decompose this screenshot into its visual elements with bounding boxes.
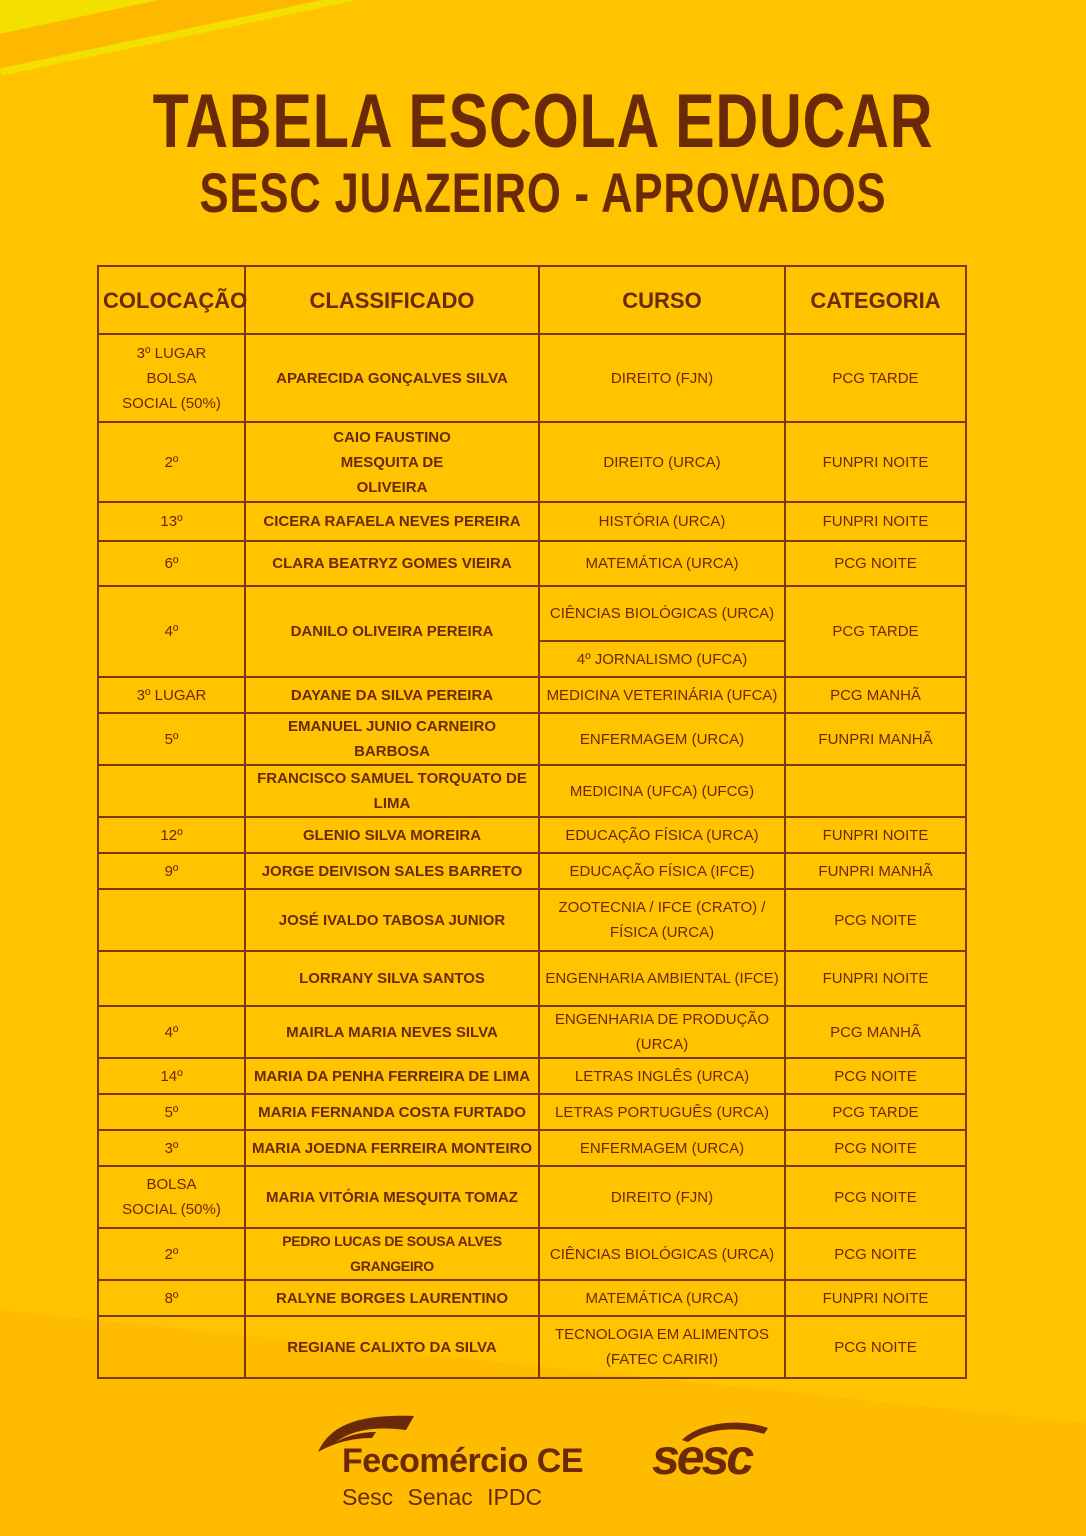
cell-classificado: APARECIDA GONÇALVES SILVA — [245, 334, 539, 422]
cell-categoria: PCG NOITE — [785, 1130, 966, 1166]
cell-colocacao: 8º — [98, 1280, 245, 1316]
table-row — [98, 1166, 966, 1228]
table-row — [98, 951, 966, 1006]
cell-classificado: CLARA BEATRYZ GOMES VIEIRA — [245, 541, 539, 586]
cell-colocacao: 3º — [98, 1130, 245, 1166]
cell-colocacao: 3º LUGAR BOLSA SOCIAL (50%) — [98, 334, 245, 422]
table-row — [98, 1280, 966, 1316]
cell-curso: LETRAS PORTUGUÊS (URCA) — [539, 1094, 785, 1130]
cell-colocacao: 6º — [98, 541, 245, 586]
cell-categoria: FUNPRI NOITE — [785, 817, 966, 853]
table-row — [98, 502, 966, 541]
table-row — [98, 765, 966, 817]
sesc-logo: sesc — [652, 1429, 752, 1485]
cell-curso: HISTÓRIA (URCA) — [539, 502, 785, 541]
table-row — [98, 889, 966, 951]
cell-curso: DIREITO (URCA) — [539, 422, 785, 502]
table-row — [98, 853, 966, 889]
cell-colocacao: 9º — [98, 853, 245, 889]
cell-colocacao: 3º LUGAR — [98, 677, 245, 713]
cell-curso: ENGENHARIA AMBIENTAL (IFCE) — [539, 951, 785, 1006]
table-row — [98, 422, 966, 502]
cell-curso: ENFERMAGEM (URCA) — [539, 1130, 785, 1166]
cell-colocacao: 12º — [98, 817, 245, 853]
cell-categoria: PCG MANHÃ — [785, 1006, 966, 1058]
cell-classificado: PEDRO LUCAS DE SOUSA ALVES GRANGEIRO — [245, 1228, 539, 1280]
cell-classificado: JORGE DEIVISON SALES BARRETO — [245, 853, 539, 889]
page-subtitle: SESC JUAZEIRO - APROVADOS — [199, 161, 887, 224]
table-row — [98, 1130, 966, 1166]
cell-curso: EDUCAÇÃO FÍSICA (URCA) — [539, 817, 785, 853]
table-row — [98, 1316, 966, 1378]
cell-colocacao: 4º — [98, 586, 245, 677]
header-colocacao: COLOCAÇÃO — [98, 266, 245, 334]
cell-classificado: JOSÉ IVALDO TABOSA JUNIOR — [245, 889, 539, 951]
header-categoria: CATEGORIA — [785, 266, 966, 334]
cell-classificado: REGIANE CALIXTO DA SILVA — [245, 1316, 539, 1378]
table-row — [98, 1094, 966, 1130]
cell-categoria: PCG NOITE — [785, 1228, 966, 1280]
cell-classificado: EMANUEL JUNIO CARNEIRO BARBOSA — [245, 713, 539, 765]
cell-classificado: CICERA RAFAELA NEVES PEREIRA — [245, 502, 539, 541]
cell-colocacao — [98, 765, 245, 817]
cell-curso: EDUCAÇÃO FÍSICA (IFCE) — [539, 853, 785, 889]
table-row — [98, 1058, 966, 1094]
cell-categoria: FUNPRI NOITE — [785, 502, 966, 541]
cell-categoria: PCG NOITE — [785, 1166, 966, 1228]
cell-curso: DIREITO (FJN) — [539, 1166, 785, 1228]
cell-classificado: LORRANY SILVA SANTOS — [245, 951, 539, 1006]
page-title: TABELA ESCOLA EDUCAR — [152, 79, 934, 164]
cell-categoria: PCG NOITE — [785, 1316, 966, 1378]
cell-categoria: PCG NOITE — [785, 889, 966, 951]
cell-curso: MATEMÁTICA (URCA) — [539, 541, 785, 586]
table-row — [98, 713, 966, 765]
cell-classificado: MARIA JOEDNA FERREIRA MONTEIRO — [245, 1130, 539, 1166]
table-row — [98, 677, 966, 713]
table-row — [98, 586, 966, 641]
cell-curso: MEDICINA VETERINÁRIA (UFCA) — [539, 677, 785, 713]
cell-colocacao — [98, 1316, 245, 1378]
cell-categoria: FUNPRI NOITE — [785, 1280, 966, 1316]
cell-classificado: MARIA FERNANDA COSTA FURTADO — [245, 1094, 539, 1130]
cell-categoria: FUNPRI NOITE — [785, 422, 966, 502]
cell-classificado: DAYANE DA SILVA PEREIRA — [245, 677, 539, 713]
cell-categoria: FUNPRI MANHÃ — [785, 713, 966, 765]
table-row — [98, 1228, 966, 1280]
cell-classificado: MAIRLA MARIA NEVES SILVA — [245, 1006, 539, 1058]
cell-classificado: GLENIO SILVA MOREIRA — [245, 817, 539, 853]
cell-curso: MATEMÁTICA (URCA) — [539, 1280, 785, 1316]
header-curso: CURSO — [539, 266, 785, 334]
cell-colocacao: 13º — [98, 502, 245, 541]
cell-curso: ZOOTECNIA / IFCE (CRATO) / FÍSICA (URCA) — [539, 889, 785, 951]
cell-categoria — [785, 765, 966, 817]
table-header-row — [98, 266, 966, 334]
cell-colocacao: 5º — [98, 713, 245, 765]
fecomercio-logo-text: Fecomércio CE — [342, 1442, 584, 1480]
cell-colocacao — [98, 889, 245, 951]
cell-curso: CIÊNCIAS BIOLÓGICAS (URCA) — [539, 586, 785, 641]
cell-curso: DIREITO (FJN) — [539, 334, 785, 422]
footer-logos — [0, 1400, 1086, 1520]
cell-categoria: PCG TARDE — [785, 1094, 966, 1130]
cell-curso: CIÊNCIAS BIOLÓGICAS (URCA) — [539, 1228, 785, 1280]
fecomercio-subtitle: Sesc Senac IPDC — [342, 1484, 543, 1510]
table-row — [98, 1006, 966, 1058]
cell-curso-secondary: 4º JORNALISMO (UFCA) — [539, 641, 785, 677]
cell-classificado: CAIO FAUSTINO MESQUITA DE OLIVEIRA — [245, 422, 539, 502]
cell-categoria: PCG NOITE — [785, 541, 966, 586]
cell-classificado: FRANCISCO SAMUEL TORQUATO DE LIMA — [245, 765, 539, 817]
cell-colocacao: BOLSA SOCIAL (50%) — [98, 1166, 245, 1228]
cell-categoria: PCG MANHÃ — [785, 677, 966, 713]
cell-curso: TECNOLOGIA EM ALIMENTOS (FATEC CARIRI) — [539, 1316, 785, 1378]
cell-curso: ENFERMAGEM (URCA) — [539, 713, 785, 765]
cell-colocacao: 5º — [98, 1094, 245, 1130]
cell-classificado: MARIA VITÓRIA MESQUITA TOMAZ — [245, 1166, 539, 1228]
cell-curso: LETRAS INGLÊS (URCA) — [539, 1058, 785, 1094]
cell-colocacao: 14º — [98, 1058, 245, 1094]
cell-categoria: FUNPRI MANHÃ — [785, 853, 966, 889]
table-row — [98, 334, 966, 422]
table-row — [98, 817, 966, 853]
cell-classificado: MARIA DA PENHA FERREIRA DE LIMA — [245, 1058, 539, 1094]
cell-categoria: PCG TARDE — [785, 586, 966, 677]
cell-classificado: RALYNE BORGES LAURENTINO — [245, 1280, 539, 1316]
cell-colocacao — [98, 951, 245, 1006]
cell-categoria: FUNPRI NOITE — [785, 951, 966, 1006]
results-table — [97, 265, 967, 1379]
cell-colocacao: 4º — [98, 1006, 245, 1058]
cell-colocacao: 2º — [98, 422, 245, 502]
header-classificado: CLASSIFICADO — [245, 266, 539, 334]
table-row — [98, 541, 966, 586]
cell-categoria: PCG TARDE — [785, 334, 966, 422]
cell-classificado: DANILO OLIVEIRA PEREIRA — [245, 586, 539, 677]
cell-categoria: PCG NOITE — [785, 1058, 966, 1094]
cell-colocacao: 2º — [98, 1228, 245, 1280]
cell-curso: ENGENHARIA DE PRODUÇÃO (URCA) — [539, 1006, 785, 1058]
cell-curso: MEDICINA (UFCA) (UFCG) — [539, 765, 785, 817]
